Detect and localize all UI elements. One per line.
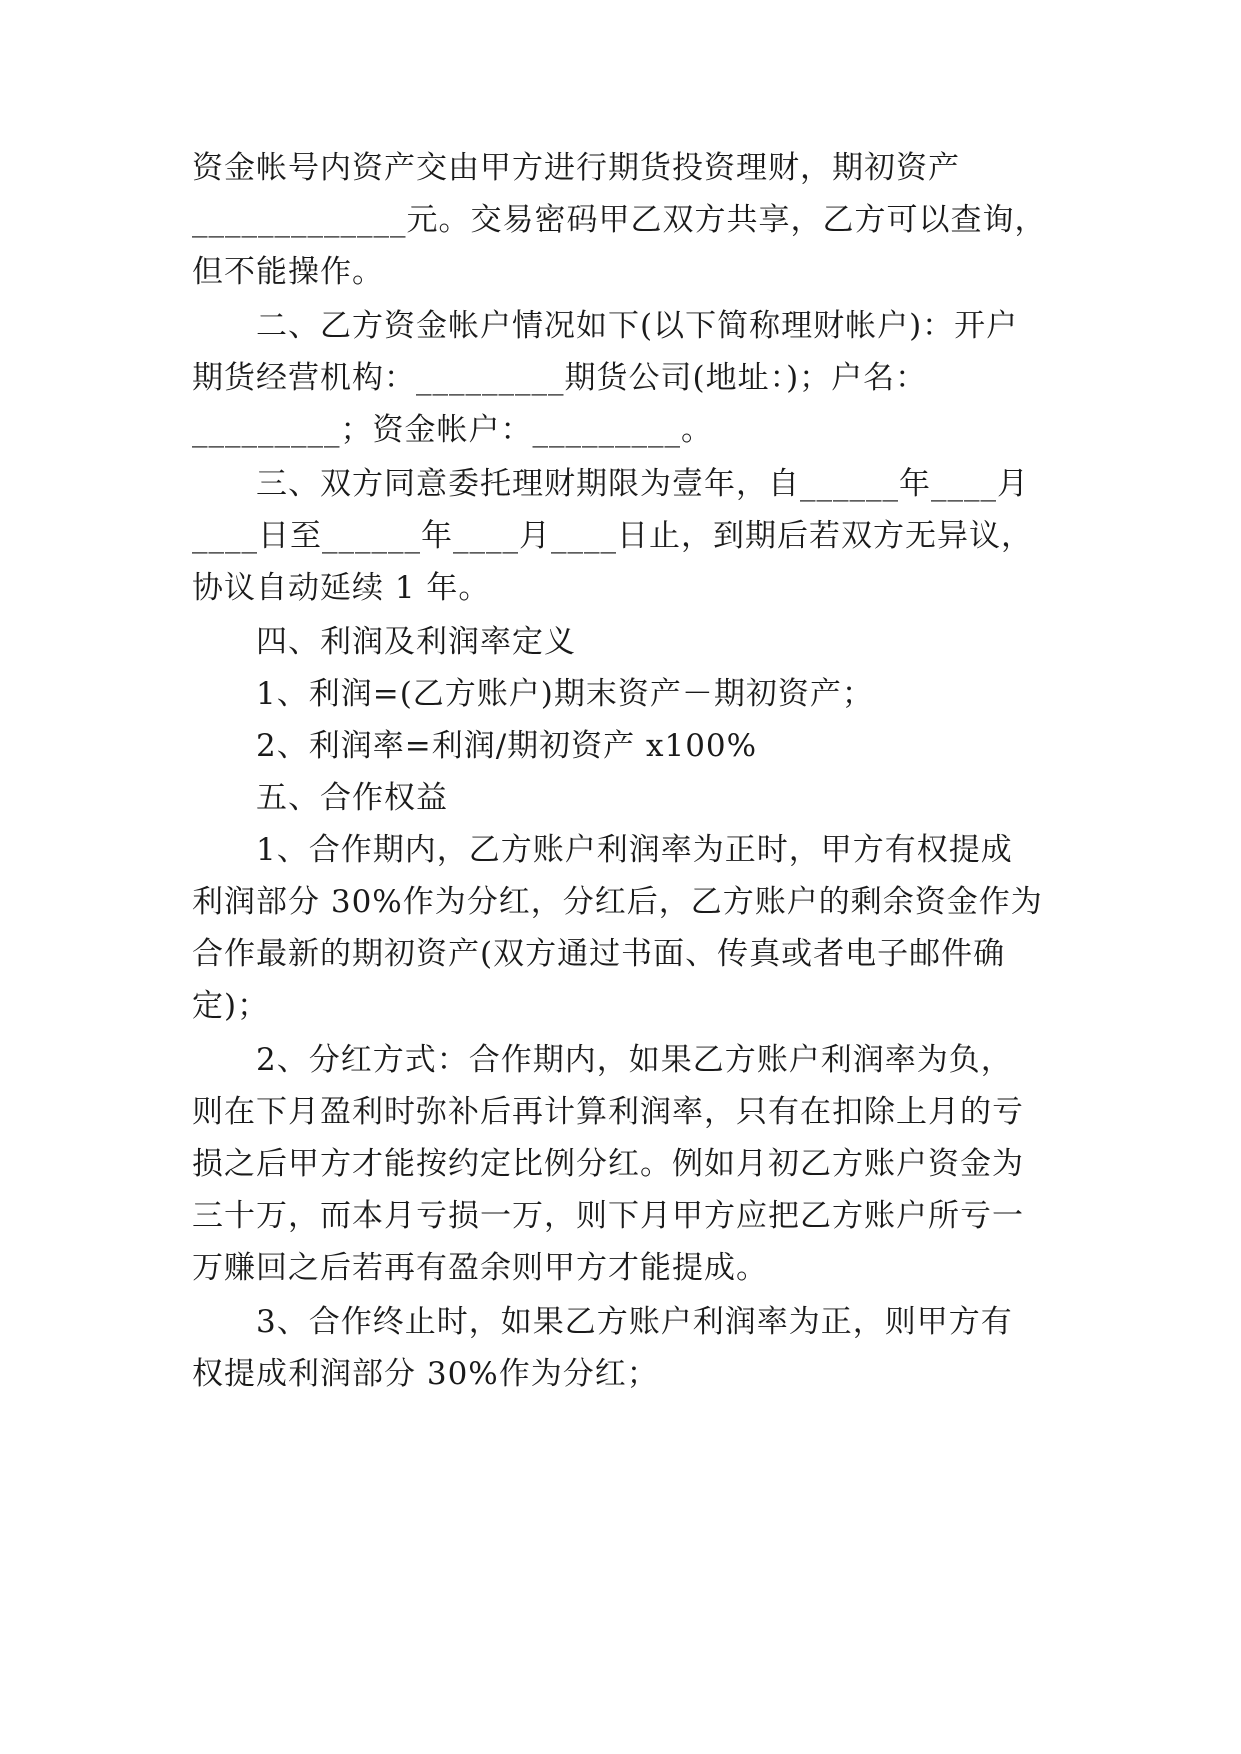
text-line: 权提成利润部分 30%作为分红； bbox=[192, 1356, 659, 1392]
text-line: 三十万，而本月亏损一万，则下月甲方应把乙方账户所亏一 bbox=[192, 1198, 1024, 1234]
text-line: 合作最新的期初资产(双方通过书面、传真或者电子邮件确 bbox=[192, 936, 1006, 972]
text-line: 万赚回之后若再有盈余则甲方才能提成。 bbox=[192, 1250, 768, 1286]
list-item-2: 2、利润率=利润/期初资产 x100% bbox=[256, 728, 758, 764]
section-heading-5: 五、合作权益 bbox=[256, 780, 448, 816]
list-item-3: 3、合作终止时，如果乙方账户利润率为正，则甲方有 bbox=[256, 1304, 1013, 1340]
text-line: 损之后甲方才能按约定比例分红。例如月初乙方账户资金为 bbox=[192, 1146, 1024, 1182]
text-line: 则在下月盈利时弥补后再计算利润率，只有在扣除上月的亏 bbox=[192, 1094, 1024, 1130]
text-line: 期货经营机构：_________期货公司(地址：)；户名： bbox=[192, 360, 928, 396]
text-line: 但不能操作。 bbox=[192, 254, 384, 290]
text-line: 资金帐号内资产交由甲方进行期货投资理财，期初资产 bbox=[192, 150, 960, 186]
section-heading-3: 三、双方同意委托理财期限为壹年，自______年____月 bbox=[256, 466, 1029, 502]
list-item-1: 1、合作期内，乙方账户利润率为正时，甲方有权提成 bbox=[256, 832, 1013, 868]
text-line: ____日至______年____月____日止，到期后若双方无异议， bbox=[192, 518, 1033, 554]
text-line: _________；资金帐户：_________。 bbox=[192, 412, 713, 448]
text-line: 利润部分 30%作为分红，分红后，乙方账户的剩余资金作为 bbox=[192, 884, 1043, 920]
section-heading-4: 四、利润及利润率定义 bbox=[256, 624, 576, 660]
list-item-2: 2、分红方式：合作期内，如果乙方账户利润率为负， bbox=[256, 1042, 1013, 1078]
list-item-1: 1、利润=(乙方账户)期末资产－期初资产； bbox=[256, 676, 874, 712]
section-heading-2: 二、乙方资金帐户情况如下(以下简称理财帐户)：开户 bbox=[256, 308, 1019, 344]
text-line: _____________元。交易密码甲乙双方共享，乙方可以查询， bbox=[192, 202, 1047, 238]
text-line: 定)； bbox=[192, 988, 270, 1024]
text-line: 协议自动延续 1 年。 bbox=[192, 570, 491, 606]
